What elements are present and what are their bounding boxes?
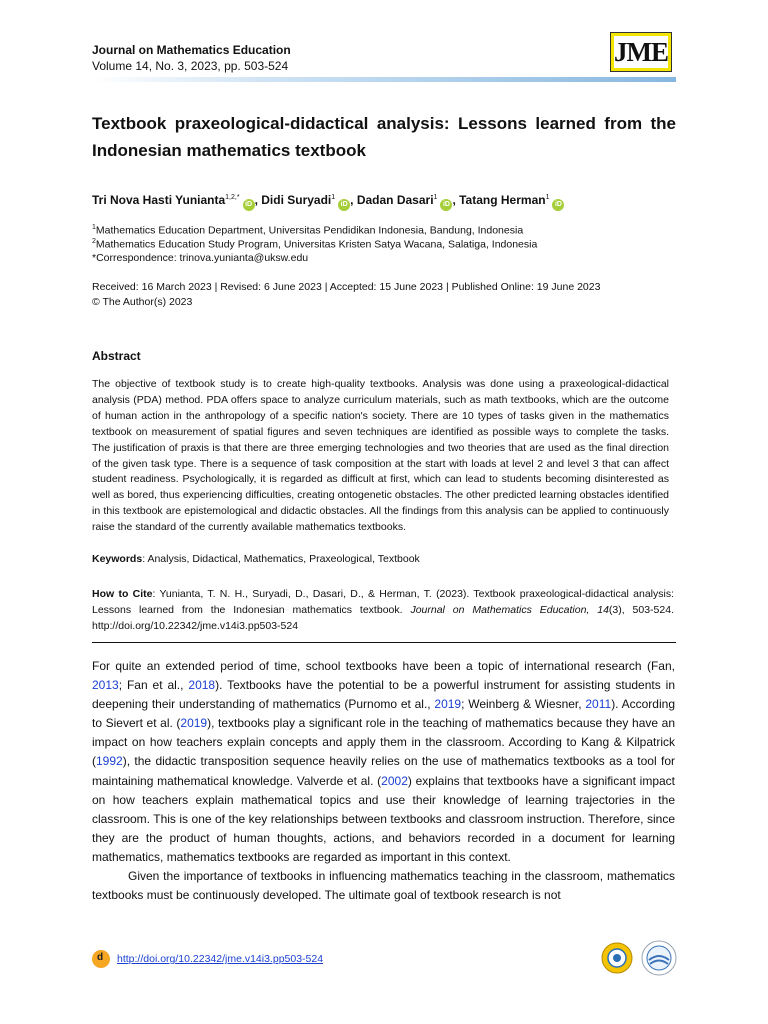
- institution-seal-icon: [641, 940, 677, 976]
- author-affiliation-mark: 1: [433, 194, 438, 201]
- article-title: Textbook praxeological-didactical analysis: Lessons learned from the Indonesian mathematics textbook: [92, 114, 676, 160]
- affiliation-mark: 2: [92, 238, 96, 245]
- author-name: Dadan Dasari: [356, 193, 434, 207]
- journal-name: Journal on Mathematics Education: [92, 43, 291, 57]
- affiliation-text: Mathematics Education Study Program, Universitas Kristen Satya Wacana, Salatiga, Indonesia: [95, 238, 538, 251]
- dates-line: Received: 16 March 2023 | Revised: 6 June 2023 | Accepted: 15 June 2023 | Published Online: 19 June 2023: [92, 281, 601, 293]
- header-rule: [92, 77, 676, 82]
- abstract-text: The objective of textbook study is to create high-quality textbooks. Analysis was done using a praxeological-didactical analysis (PDA) method. PDA offers space to analyze curriculum materials, such as math textbooks, which are the outcome of human action in the anthropology of a specific nation's society. There are 10 types of tasks given in the mathematics textbook on measurement of spatial figures and seven techniques are identified as possible ways to complete the tasks. The justification of praxis is that there are three emerging technologies and two theories that are used as the final direction of the given task type. There is a sequence of task composition at the start with loads at level 2 and level 3 that can affect student readiness. Psychologically, it is regarded as difficult at first, which can lead to students becoming disinterested as well as bored, thus experiencing difficulties, creating ontogenetic obstacles. The other predicted learning obstacles identified in this textbook are epistemological and didactic obstacles. All the findings from this analysis can be applied to continuously raise the standard of the currently available mathematics textbooks.: [92, 378, 669, 534]
- orcid-icon[interactable]: iD: [440, 199, 452, 211]
- author-name: Didi Suryadi: [261, 193, 332, 207]
- paragraph-text: ; Fan et al.,: [118, 678, 189, 693]
- cite-text: : Yunianta, T. N. H., Suryadi, D., Dasari, D., & Herman, T. (2023). Textbook praxeological-didactical analysis: Lessons learned from the Indonesian mathematics textbook.: [92, 588, 674, 616]
- how-to-cite: [92, 587, 674, 635]
- keywords-line: [92, 553, 420, 565]
- section-rule: [92, 642, 676, 643]
- keywords-label: Keywords: [92, 553, 143, 565]
- orcid-icon[interactable]: iD: [243, 199, 255, 211]
- cite-journal: Journal on Mathematics Education, 14: [410, 603, 609, 616]
- abstract-heading: Abstract: [92, 349, 141, 363]
- author-affiliation-mark: 1,2,*: [225, 194, 240, 201]
- citation-link[interactable]: 2018: [188, 678, 216, 693]
- university-seal-icon: [601, 942, 633, 974]
- keywords-text: : Analysis, Didactical, Mathematics, Praxeological, Textbook: [142, 553, 420, 565]
- paragraph-text: For quite an extended period of time, school textbooks have been a topic of international research (Fan,: [92, 659, 675, 673]
- author-affiliation-mark: 1: [545, 194, 550, 201]
- orcid-icon[interactable]: iD: [338, 199, 350, 211]
- paragraph-2: Given the importance of textbooks in influencing mathematics teaching in the classroom, mathematics textbooks must be continuously developed. The ultimate goal of textbook research is not: [92, 869, 675, 903]
- author-separator: ,: [254, 193, 262, 207]
- affiliation-text: *Correspondence: trinova.yunianta@uksw.edu: [92, 252, 309, 264]
- citation-link[interactable]: 2011: [585, 697, 612, 712]
- citation-link[interactable]: 2019: [434, 697, 462, 712]
- paragraph-text: ), the didactic transposition sequence heavily relies on the use of mathematics textbooks as a tool for maintaining mathematical knowledge. Valverde et al. (: [92, 754, 675, 788]
- doi-icon: d: [92, 950, 110, 968]
- citation-link[interactable]: 1992: [96, 754, 123, 769]
- author-separator: ,: [350, 193, 357, 207]
- author-name: Tatang Herman: [459, 193, 546, 207]
- paragraph-1: [92, 657, 675, 867]
- affiliation-line: [92, 224, 523, 237]
- citation-link[interactable]: 2013: [92, 678, 119, 693]
- affiliation-mark: 1: [92, 224, 96, 231]
- orcid-icon[interactable]: iD: [552, 199, 564, 211]
- author-separator: ,: [452, 193, 460, 207]
- journal-logo: [610, 32, 672, 72]
- affiliation-line: [92, 252, 308, 264]
- doi-link[interactable]: http://doi.org/10.22342/jme.v14i3.pp503-524: [117, 953, 324, 965]
- citation-link[interactable]: 2019: [180, 716, 208, 731]
- cite-label: How to Cite: [92, 588, 153, 600]
- citation-link[interactable]: 2002: [381, 773, 408, 788]
- paragraph-text: ), textbooks play a significant role in the teaching of mathematics because they have an impact on how teachers explain concepts and apply them in the classroom. According to Kang & Kilpatrick (: [92, 716, 675, 769]
- logo-text: JME: [614, 36, 668, 67]
- affiliation-text: Mathematics Education Department, Universitas Pendidikan Indonesia, Bandung, Indonesia: [95, 224, 524, 237]
- paragraph-text: ). According to Sievert et al. (: [92, 697, 675, 731]
- paragraph-text: ). Textbooks have the potential to be a powerful instrument for assisting students in deepening their understanding of mathematics (Purnomo et al.,: [92, 678, 675, 712]
- author-affiliation-mark: 1: [331, 194, 336, 201]
- paragraph-text: ) explains that textbooks have a significant impact on how teachers explain mathematical topics and use their knowledge of learning trajectories in the classroom. This is one of the key relationships between textbooks and classroom instruction. Therefore, since they are the product of human thoughts, actions, and behaviors recorded in a document for learning mathematics, mathematics textbooks are regarded as important in this context.: [92, 773, 676, 864]
- paragraph-text: ; Weinberg & Wiesner,: [461, 697, 586, 712]
- copyright-line: © The Author(s) 2023: [92, 296, 193, 308]
- cite-text-end: (3), 503-524. http://doi.org/10.22342/jme.v14i3.pp503-524: [92, 603, 674, 632]
- affiliation-line: [92, 238, 537, 251]
- author-list: [92, 193, 564, 211]
- author-name: Tri Nova Hasti Yunianta: [92, 193, 226, 207]
- body-text: [92, 657, 675, 905]
- volume-info: Volume 14, No. 3, 2023, pp. 503-524: [92, 59, 289, 73]
